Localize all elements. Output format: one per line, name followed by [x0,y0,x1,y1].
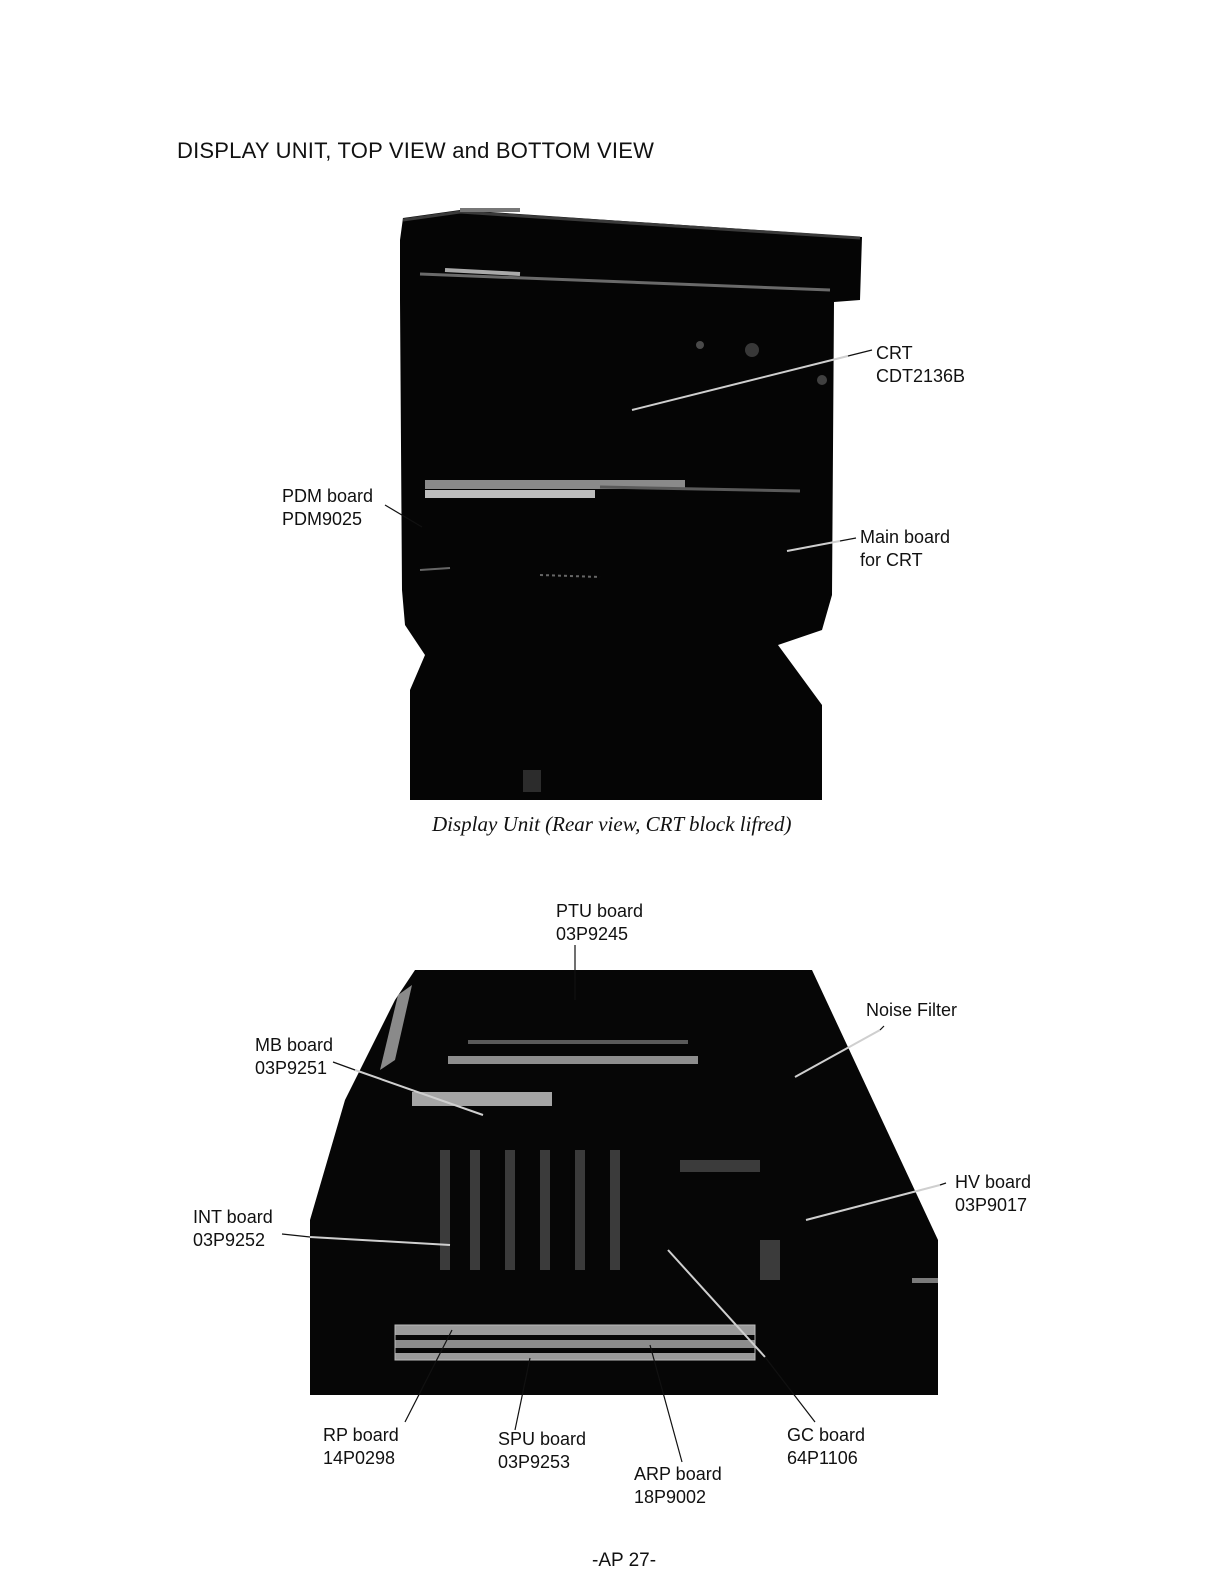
noise-filter-callout-title: Noise Filter [866,1000,958,1020]
crt-callout-title: CRT [876,343,913,363]
top-photo-caption: Display Unit (Rear view, CRT block lifred) [432,812,792,836]
ptu-board-callout-title: PTU board [556,901,644,921]
rp-board-callout-title: RP board [323,1425,399,1445]
noise-filter-callout [866,999,957,1022]
int-board-callout-model: 03P9252 [193,1230,266,1250]
crt-callout-model: CDT2136B [876,366,966,386]
rp-board-callout-model: 14P0298 [323,1448,396,1468]
arp-board-callout-model: 18P9002 [634,1487,707,1507]
gc-board-callout [787,1424,865,1470]
int-board-callout-title: INT board [193,1207,273,1227]
spu-board-callout-model: 03P9253 [498,1452,571,1472]
pdm-board-callout [282,485,373,531]
arp-board-callout-title: ARP board [634,1464,722,1484]
spu-board-callout [498,1428,586,1474]
mb-board-callout-title: MB board [255,1035,334,1055]
main-board-callout-title: Main board [860,527,951,547]
main-board-callout [860,526,950,572]
ptu-board-callout-model: 03P9245 [556,924,629,944]
display-unit-rear-photo [400,208,862,800]
ptu-board-callout [556,900,643,946]
pdm-board-callout-model: PDM9025 [282,509,363,529]
hv-board-callout [955,1171,1031,1217]
hv-board-callout-title: HV board [955,1172,1032,1192]
spu-board-callout-title: SPU board [498,1429,587,1449]
main-board-callout-detail: for CRT [860,550,923,570]
page-number: -AP 27- [592,1550,657,1571]
crt-callout [876,342,965,388]
mb-board-callout [255,1034,333,1080]
int-board-callout [193,1206,273,1252]
display-unit-bottom-photo [310,970,938,1395]
hv-board-callout-model: 03P9017 [955,1195,1028,1215]
pdm-board-callout-title: PDM board [282,486,374,506]
section-heading: DISPLAY UNIT, TOP VIEW and BOTTOM VIEW [177,138,655,163]
arp-board-callout [634,1463,722,1509]
mb-board-callout-model: 03P9251 [255,1058,328,1078]
gc-board-callout-model: 64P1106 [787,1448,858,1468]
rp-board-callout [323,1424,399,1470]
gc-board-callout-title: GC board [787,1425,866,1445]
